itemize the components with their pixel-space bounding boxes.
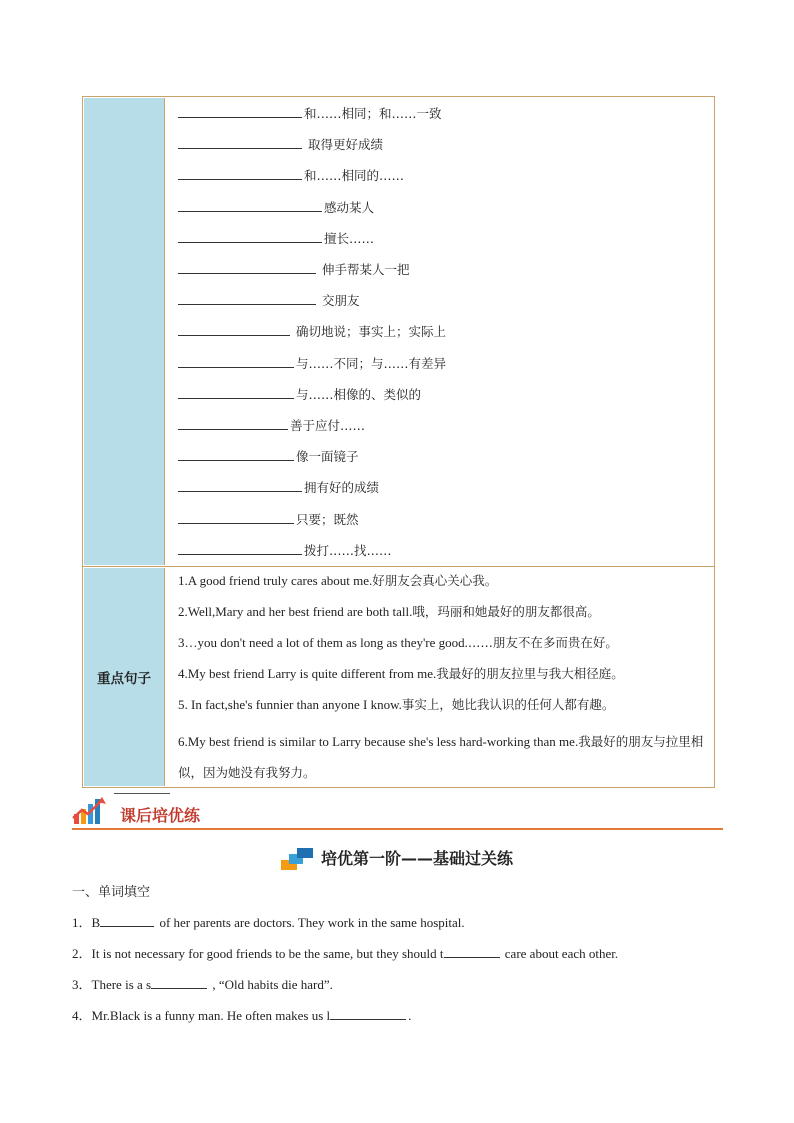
answer-blank[interactable] [178,228,322,243]
vocab-meaning: 与……相像的、类似的 [296,386,422,402]
sentences-row [83,567,714,787]
sentence-chinese: 我最好的朋友拉里与我大相径庭。 [436,666,624,681]
growth-chart-icon [72,796,108,828]
answer-blank[interactable] [178,290,316,305]
answer-blank[interactable] [100,914,154,927]
part-heading: 一、单词填空 [72,885,151,900]
vocab-meaning: 拨打……找…… [304,542,392,558]
header-top-rule [114,793,170,794]
vocab-item [178,165,404,185]
header-rule [72,828,723,830]
exercise-item [72,974,333,993]
vocab-meaning: 与……不同；与……有差异 [296,355,447,371]
answer-blank[interactable] [178,415,288,430]
vocab-item [178,477,379,497]
exercise-item [72,912,465,931]
vocab-meaning: 和……相同的…… [304,168,405,184]
vocab-meaning: 善于应付…… [290,418,366,433]
exercise-number: 1． [72,915,92,930]
vocab-item [178,446,359,466]
sentence-chinese: 我最好的朋友与拉里相似，因为她没有我努力。 [178,734,704,780]
answer-blank[interactable] [330,1007,406,1020]
exercise-number: 4． [72,1008,92,1023]
sentence-english: 6.My best friend is similar to Larry because she's less hard-working than me. [178,734,579,749]
sentence-chinese: 哦，玛丽和她最好的朋友都很高。 [412,604,600,619]
answer-blank[interactable] [178,259,316,274]
vocab-row [83,97,714,567]
vocab-item [178,259,409,279]
section-title: 课后培优练 [120,806,201,825]
sentence-item [178,726,706,788]
exercise-text: There is a s [91,977,152,992]
vocab-item [178,540,392,560]
stairs-icon [281,848,315,872]
section-header [72,792,723,830]
answer-blank[interactable] [178,197,322,212]
subsection-title-wrap [0,846,794,872]
vocab-meaning: 和……相同；和……一致 [304,106,442,121]
exercise-text-end: care about each other. [501,946,619,961]
sentence-item [178,602,706,622]
sentence-chinese: 好朋友会真心关心我。 [372,573,498,588]
vocab-meaning: 拥有好的成绩 [304,480,380,496]
sentences-label-cell [84,568,165,786]
vocab-meaning: 只要；既然 [296,511,359,527]
sentence-english: 1.A good friend truly cares about me. [178,573,373,588]
exercise-text-end: , “Old habits die hard”. [209,977,333,992]
vocab-item [178,228,374,248]
vocab-item [178,290,359,310]
exercise-text: B [91,915,101,930]
answer-blank[interactable] [178,446,294,461]
exercise-number: 3． [72,977,92,992]
vocab-meaning: 感动某人 [324,199,375,215]
exercise-text: It is not necessary for good friends to be the same, but they should t [91,946,444,961]
answer-blank[interactable] [178,353,294,368]
answer-blank[interactable] [444,945,500,958]
vocab-item [178,415,365,435]
vocab-meaning: 擅长…… [324,230,375,246]
sentence-chinese: ……朋友不在多而贵在好。 [467,635,618,650]
sentence-chinese: 事实上，她比我认识的任何人都有趣。 [401,697,615,712]
exercise-number: 2． [72,946,92,961]
exercise-item [72,1005,411,1024]
sentence-english: 3…you don't need a lot of them as long as they're good. [178,635,468,650]
vocab-meaning: 交朋友 [318,293,360,309]
sentence-english: 4.My best friend Larry is quite different from me. [178,666,437,681]
answer-blank[interactable] [178,321,290,336]
vocab-item [178,134,383,154]
subsection-title: 培优第一阶——基础过关练 [320,849,513,868]
answer-blank[interactable] [178,134,302,149]
vocab-label-cell [84,98,165,565]
sentence-item [178,695,706,715]
vocab-item [178,509,359,529]
answer-blank[interactable] [178,540,302,555]
vocab-item [178,384,421,404]
exercise-text-end: . [408,1008,412,1023]
sentence-english: 2.Well,Mary and her best friend are both tall. [178,604,413,619]
answer-blank[interactable] [178,509,294,524]
vocab-item [178,353,446,373]
sentence-item [178,571,706,591]
vocab-meaning: 取得更好成绩 [304,137,383,153]
vocab-list [175,97,708,566]
exercise-text-end: of her parents are doctors. They work in the same hospital. [156,915,465,930]
exercise-item [72,943,618,962]
vocab-item [178,103,442,123]
exercise-text: Mr.Black is a funny man. He often makes us l [91,1008,331,1023]
sentences-label: 重点句子 [97,671,151,687]
sentence-english: 5. In fact,she's funnier than anyone I know. [178,697,402,712]
notes-table [82,96,715,788]
vocab-meaning: 确切地说；事实上；实际上 [292,324,446,340]
vocab-meaning: 像一面镜子 [296,449,359,465]
sentence-item [178,664,706,684]
answer-blank[interactable] [178,103,302,118]
answer-blank[interactable] [151,976,207,989]
answer-blank[interactable] [178,165,302,180]
answer-blank[interactable] [178,477,302,492]
sentences-list [175,567,708,787]
answer-blank[interactable] [178,384,294,399]
vocab-item [178,321,446,341]
sentence-item [178,633,706,653]
vocab-item [178,197,374,217]
vocab-meaning: 伸手帮某人一把 [318,262,410,277]
